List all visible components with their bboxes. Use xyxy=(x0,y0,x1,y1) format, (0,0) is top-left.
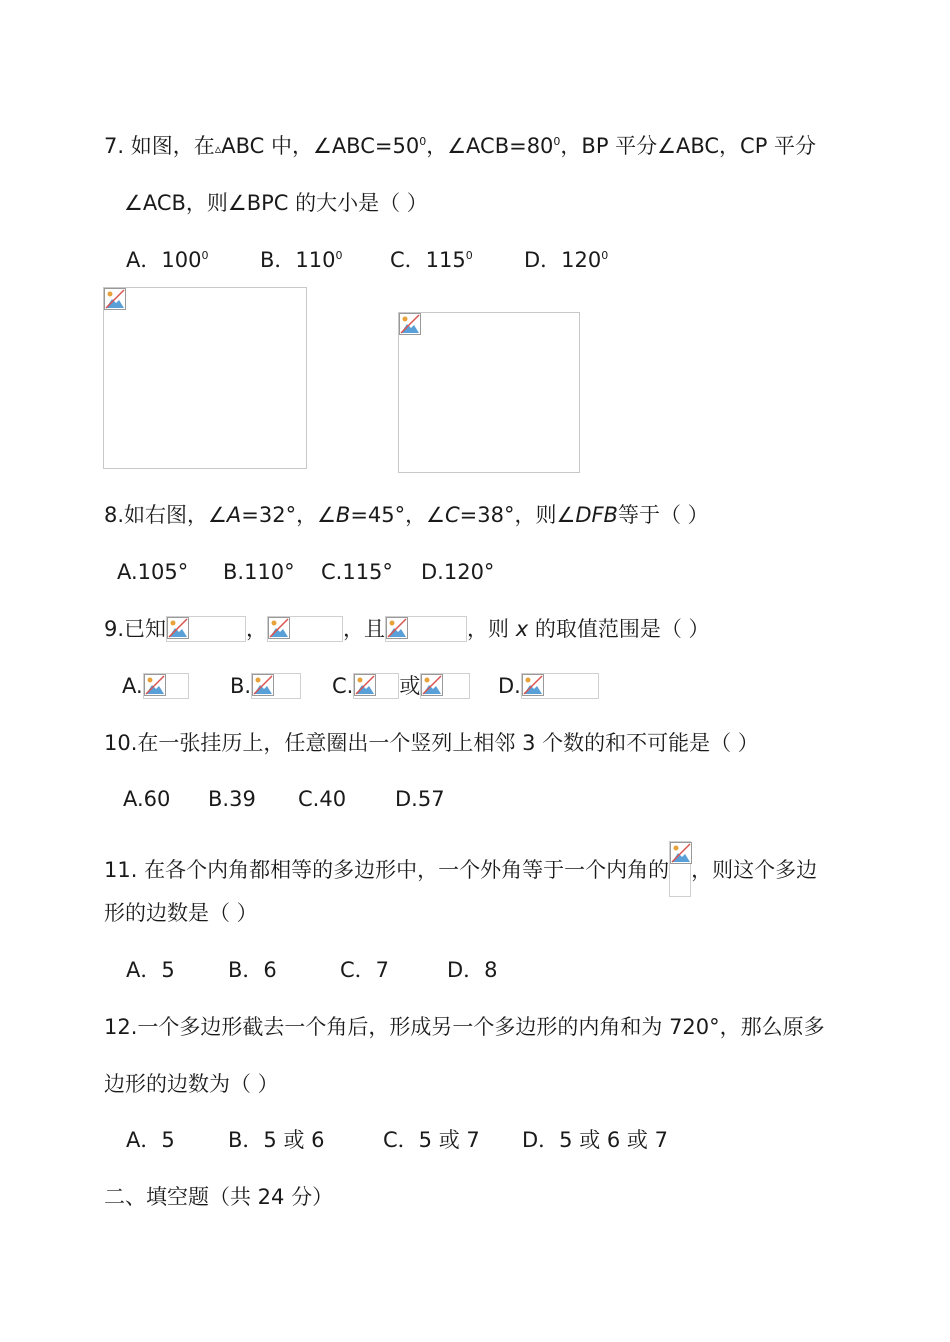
q7-text: ，∠ACB=80 xyxy=(426,134,554,158)
q9-option-d-image xyxy=(521,673,599,699)
q11-option-a: A．5 xyxy=(126,958,175,982)
q9-option-c-image-1 xyxy=(353,673,399,699)
q10-option-b: B.39 xyxy=(208,787,256,811)
q12-option-c: C．5 或 7 xyxy=(383,1128,480,1152)
broken-image-icon xyxy=(399,313,421,335)
section-heading-fill-in: 二、填空题（共 24 分） xyxy=(104,1185,334,1209)
q12-stem-line1: 12.一个多边形截去一个角后，形成另一个多边形的内角和为 720°，那么原多 xyxy=(104,1015,825,1039)
q11-stem-line1: 11. 在各个内角都相等的多边形中，一个外角等于一个内角的 ，则这个多边 xyxy=(104,841,817,897)
broken-image-icon xyxy=(252,674,274,696)
q12-option-b: B．5 或 6 xyxy=(228,1128,325,1152)
q7-stem-line1 xyxy=(104,131,816,165)
q11-option-b: B．6 xyxy=(228,958,277,982)
q11-option-d: D．8 xyxy=(447,958,498,982)
broken-image-icon xyxy=(522,674,544,696)
q7-text: 7. 如图，在 xyxy=(104,134,215,158)
q11-stem-line2: 形的边数是（ ） xyxy=(104,901,258,925)
q8-figure-image xyxy=(398,312,580,473)
q10-option-a: A.60 xyxy=(123,787,171,811)
q9-formula-2-image xyxy=(267,616,343,642)
q9-formula-1-image xyxy=(166,616,246,642)
q11-fraction-image xyxy=(669,841,691,897)
q7-option-c: C．$115^0$ xyxy=(390,248,473,272)
broken-image-icon xyxy=(268,617,290,639)
q9-option-b: B. xyxy=(230,671,301,701)
q10-option-c: C.40 xyxy=(298,787,347,811)
q9-option-b-image xyxy=(251,673,301,699)
broken-image-icon xyxy=(104,288,126,310)
q7-option-a: A．$100^0$ xyxy=(126,248,209,272)
q8-stem: 8.如右图，∠A=32°，∠B=45°，∠C=38°，则∠DFB等于（ ） xyxy=(104,503,709,527)
q7-stem-line2: ∠ACB，则∠BPC 的大小是（ ） xyxy=(124,191,428,215)
broken-image-icon xyxy=(167,617,189,639)
broken-image-icon xyxy=(386,617,408,639)
broken-image-icon xyxy=(670,842,692,864)
q12-option-a: A．5 xyxy=(126,1128,175,1152)
q7-figure-image xyxy=(103,287,307,469)
degree-sup: 0 xyxy=(553,135,561,148)
q9-option-a: A. xyxy=(122,671,189,701)
q9-stem: 9.已知 ， ，且 ，则 x 的取值范围是（ ） xyxy=(104,617,710,641)
triangle-symbol: ▵ xyxy=(214,142,222,157)
q7-text: ，BP 平分∠ABC，CP 平分 xyxy=(560,134,817,158)
q8-option-d: D.120° xyxy=(421,560,495,584)
q12-option-d: D．5 或 6 或 7 xyxy=(522,1128,668,1152)
broken-image-icon xyxy=(421,674,443,696)
q9-option-c: C. 或 xyxy=(332,671,470,701)
q9-formula-3-image xyxy=(385,616,467,642)
q9-option-a-image xyxy=(143,673,189,699)
q11-option-c: C．7 xyxy=(340,958,390,982)
q10-option-d: D.57 xyxy=(395,787,445,811)
q8-option-a: A.105° xyxy=(117,560,189,584)
q7-text: ABC 中，∠ABC=50 xyxy=(221,134,420,158)
broken-image-icon xyxy=(354,674,376,696)
q8-option-c: C.115° xyxy=(321,560,393,584)
q9-option-c-image-2 xyxy=(420,673,470,699)
broken-image-icon xyxy=(144,674,166,696)
degree-sup: 0 xyxy=(419,135,427,148)
q12-stem-line2: 边形的边数为（ ） xyxy=(104,1072,279,1096)
q7-option-b: B．$110^0$ xyxy=(260,248,343,272)
q7-option-d: D．$120^0$ xyxy=(524,248,609,272)
q9-option-d: D. xyxy=(498,671,599,701)
q10-stem: 10.在一张挂历上，任意圈出一个竖列上相邻 3 个数的和不可能是（ ） xyxy=(104,731,759,755)
q8-option-b: B.110° xyxy=(223,560,295,584)
